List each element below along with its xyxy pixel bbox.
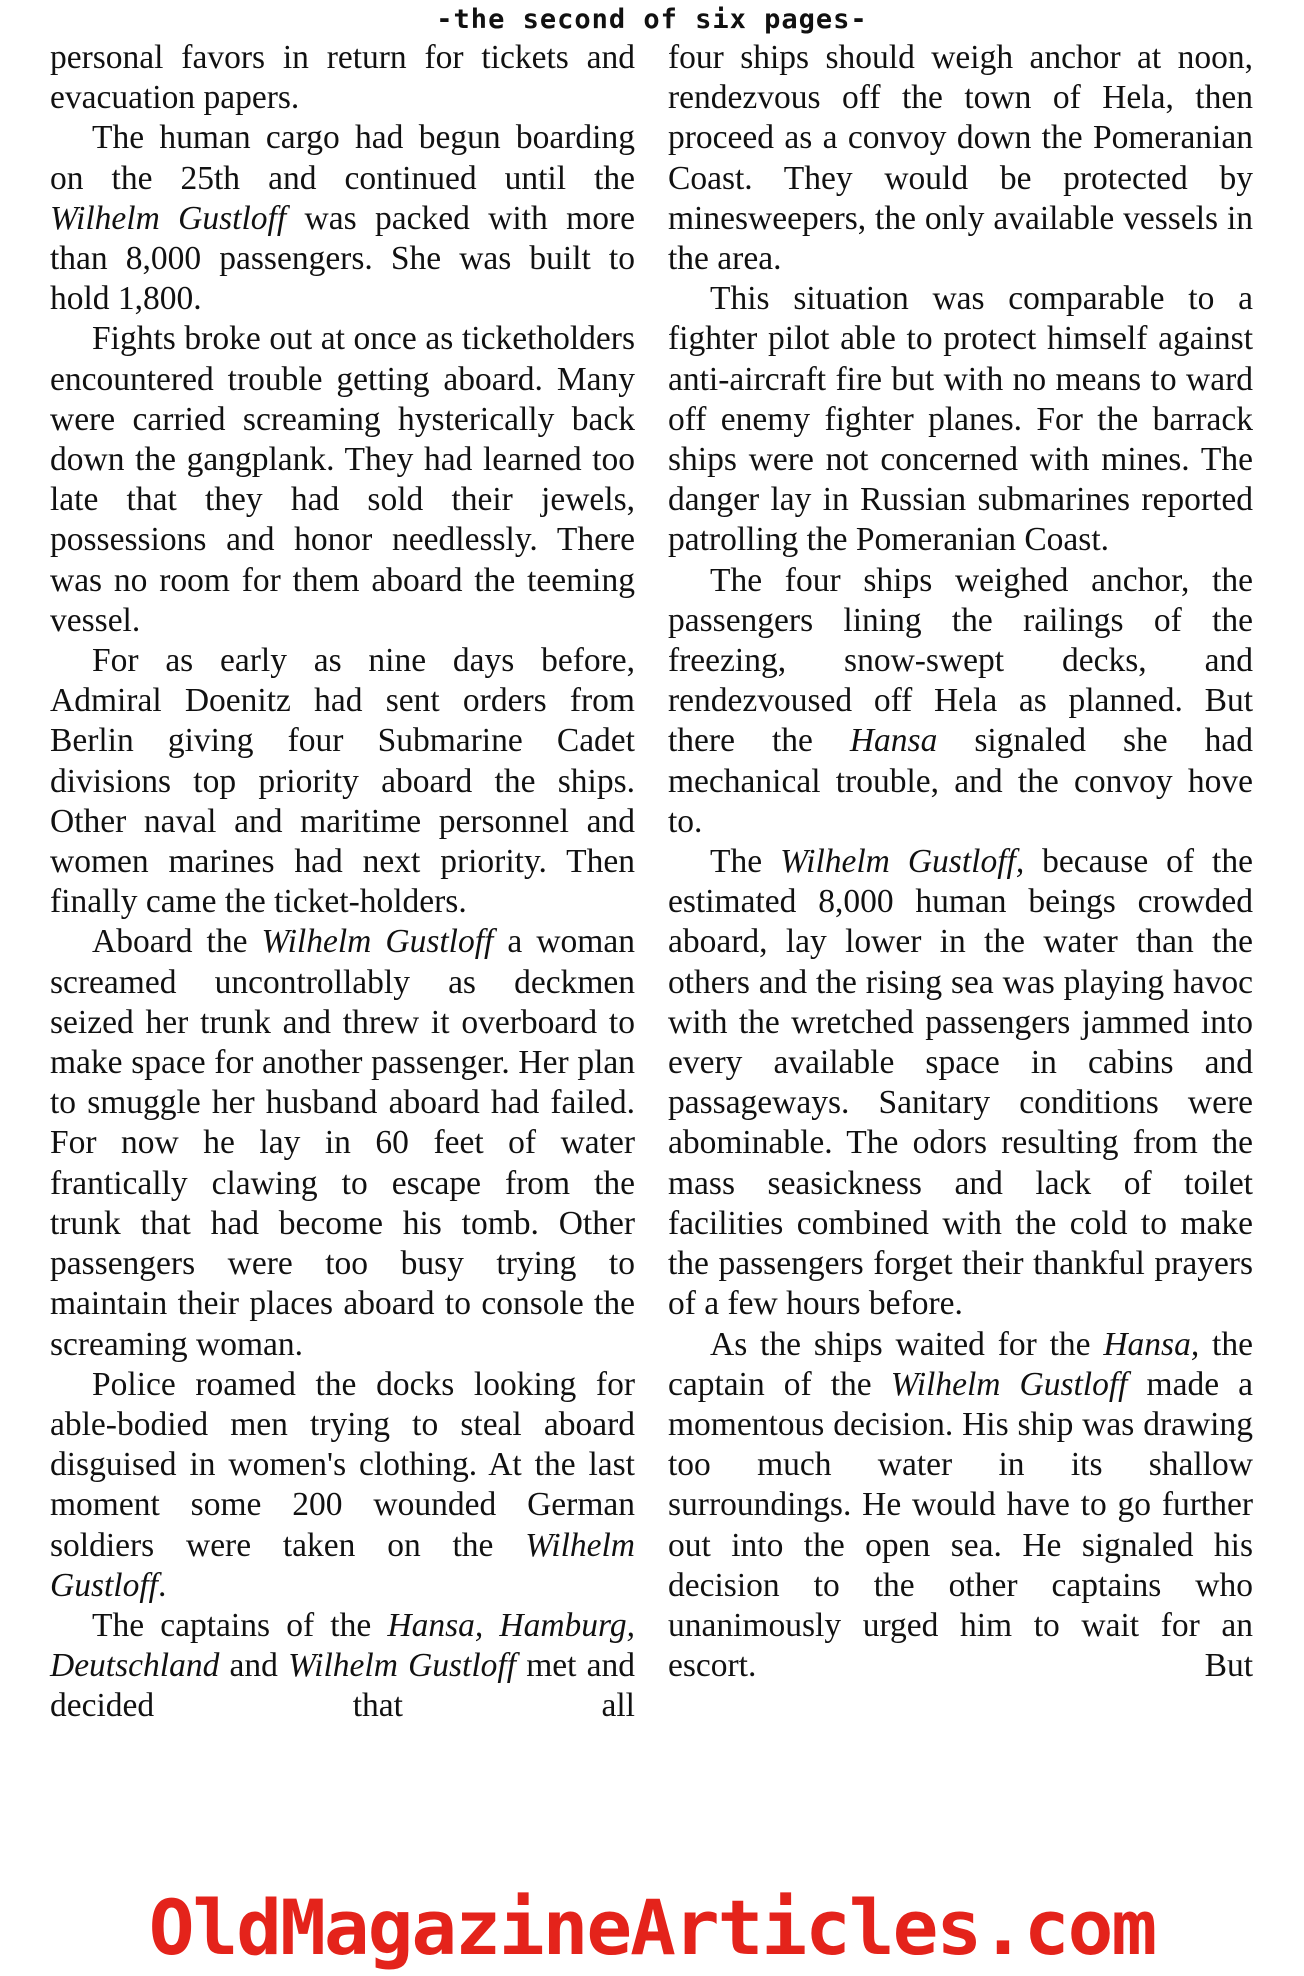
article-paragraph	[668, 38, 1253, 279]
italic-ship-name: Wilhelm Gustloff	[288, 1647, 517, 1685]
right-column	[668, 38, 1253, 1727]
paragraph-text: and	[219, 1647, 289, 1685]
article-paragraph	[50, 118, 635, 319]
paragraph-text: because of the estimated 8,000 human beings crowded aboard, lay lower in the water than the others and the rising sea was playing havoc with the wretched passengers jammed into every available space in cabins and passageways. Sanitary conditions were abominable. The odors resulting from the mass seasickness and lack of toilet facilities combined with the cold to make the passengers forget their thankful prayers of a few hours before.	[668, 843, 1253, 1323]
paragraph-text: Aboard the	[92, 923, 262, 961]
article-paragraph	[668, 279, 1253, 560]
italic-ship-name: Wilhelm Gustloff	[50, 199, 287, 237]
article-paragraph	[50, 922, 635, 1364]
italic-ship-name: Hansa, Hamburg, Deutschland	[50, 1606, 635, 1685]
paragraph-text: .	[157, 1566, 167, 1604]
italic-ship-name: Wilhelm Gustloff	[890, 1365, 1128, 1403]
paragraph-text: personal favors in return for tickets and evacuation papers.	[50, 39, 635, 117]
paragraph-text: The human cargo had begun boarding on the 25th and continued until the	[50, 119, 635, 197]
paragraph-text: the captain of the	[668, 1325, 1253, 1403]
italic-ship-name: Wilhelm Gustloff,	[780, 843, 1025, 881]
article-paragraph	[668, 1325, 1253, 1727]
left-column	[50, 38, 635, 1767]
paragraph-text: signaled she had mechanical trouble, and the convoy hove to.	[668, 722, 1253, 840]
paragraph-text: For as early as nine days before, Admiral Doenitz had sent orders from Berlin giving four Submarine Cadet divisions top priority aboard the ships. Other naval and maritime personnel and women marines had next priority. Then finally came the ticket-holders.	[50, 642, 635, 921]
paragraph-text: The captains of the	[92, 1606, 388, 1644]
article-paragraph	[50, 641, 635, 922]
paragraph-text: Fights broke out at once as ticketholders encountered trouble getting aboard. Many were carried screaming hysterically back down the gangplank. They had learned too late that they had sold their jewels, possessions and honor needlessly. There was no room for them aboard the teeming vessel.	[50, 320, 635, 639]
paragraph-text: Police roamed the docks looking for able-bodied men trying to steal aboard disguised in women's clothing. At the last moment some 200 wounded German soldiers were taken on the	[50, 1365, 635, 1564]
article-paragraph	[668, 842, 1253, 1324]
article-paragraph	[50, 319, 635, 641]
article-paragraph	[50, 1606, 635, 1767]
article-paragraph	[668, 561, 1253, 842]
paragraph-text: As the ships waited for the	[710, 1325, 1104, 1363]
italic-ship-name: Hansa,	[1103, 1325, 1200, 1363]
italic-ship-name: Hansa	[849, 722, 938, 760]
site-banner-logo[interactable]: OldMagazineArticles.com	[148, 1883, 1156, 1972]
paragraph-text: met and decided that all	[50, 1647, 636, 1725]
paragraph-text: The four ships weighed anchor, the passengers lining the railings of the freezing, snow-swept decks, and rendezvoused off Hela as planned. But there the	[668, 561, 1253, 760]
paragraph-text: a woman screamed uncontrollably as deckmen seized her trunk and threw it overboard to make space for another passenger. Her plan to smuggle her husband aboard had failed. For now he lay in 60 feet of water frantically clawing to escape from the trunk that had become his tomb. Other passengers were too busy trying to maintain their places aboard to console the screaming woman.	[50, 923, 635, 1363]
paragraph-text: was packed with more than 8,000 passengers. She was built to hold 1,800.	[50, 199, 635, 318]
page-header: -the second of six pages-	[436, 4, 868, 35]
italic-ship-name: Wilhelm Gustloff	[261, 923, 494, 961]
paragraph-text: four ships should weigh anchor at noon, rendezvous off the town of Hela, then proceed as a convoy down the Pomeranian Coast. They would be protected by minesweepers, the only available vessels in the area.	[668, 39, 1253, 278]
paragraph-text: made a momentous decision. His ship was drawing too much water in its shallow surroundings. He would have to go further out into the open sea. He signaled his decision to the other captains who unanimously urged him to wait for an escort. But	[668, 1365, 1253, 1685]
italic-ship-name: Wilhelm Gustloff	[50, 1526, 635, 1604]
paragraph-text: This situation was comparable to a fighter pilot able to protect himself against anti-aircraft fire but with no means to ward off enemy fighter planes. For the barrack ships were not concerned with mines. The danger lay in Russian submarines reported patrolling the Pomeranian Coast.	[668, 280, 1253, 559]
article-paragraph	[50, 38, 635, 118]
article-paragraph	[50, 1365, 635, 1606]
paragraph-text: The	[710, 843, 781, 881]
